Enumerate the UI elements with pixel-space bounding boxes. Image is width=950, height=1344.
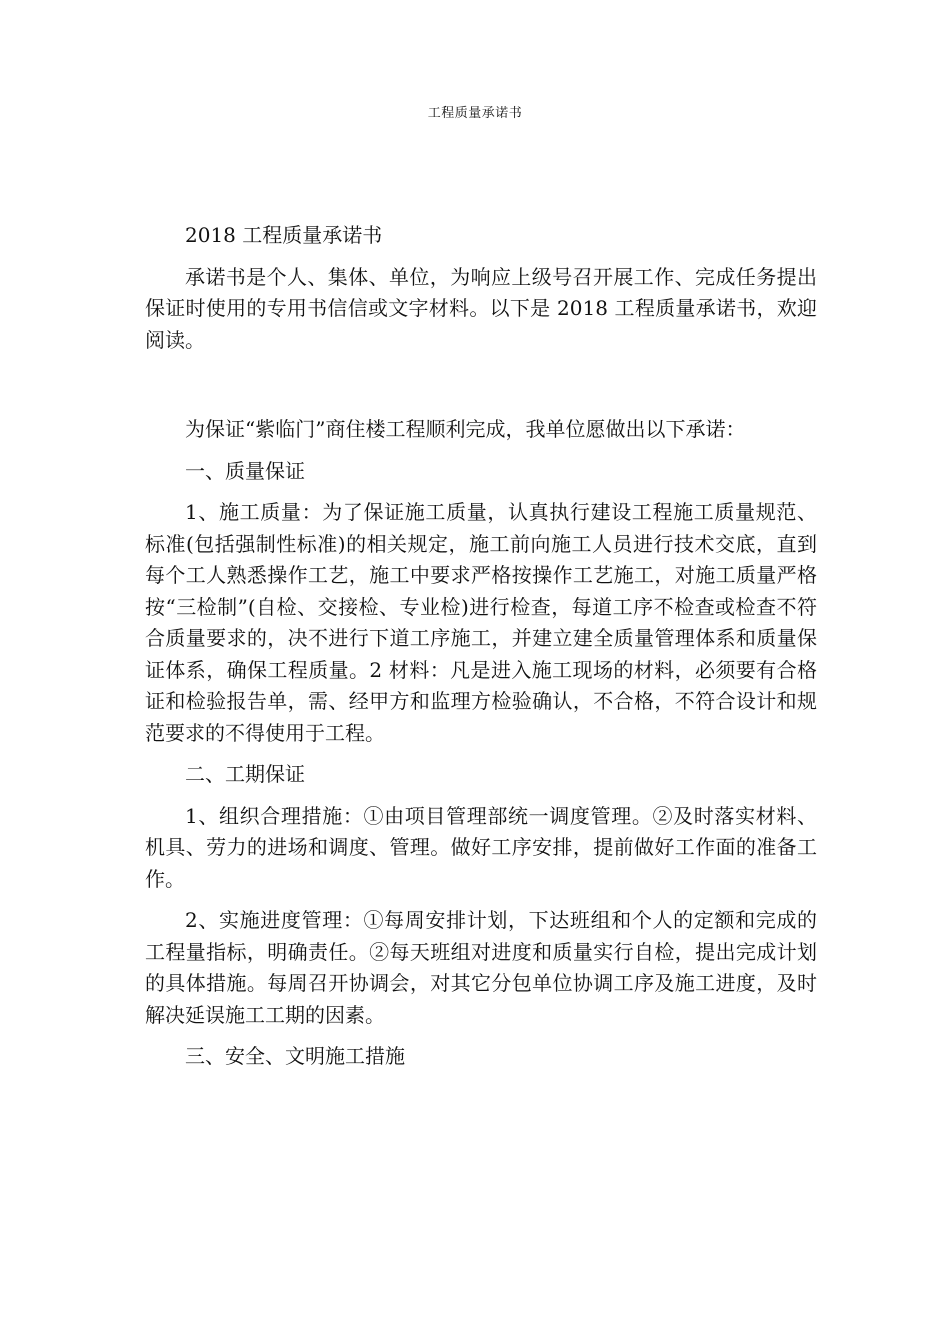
section-heading-safety: 三、安全、文明施工措施 [185, 1044, 405, 1068]
quality-item-1: 1、施工质量：为了保证施工质量，认真执行建设工程施工质量规范、标准(包括强制性标准)的相关规定，施工前向施工人员进行技术交底，直到每个工人熟悉操作工艺，施工中要求严格按操作工艺施工，对施工质量严格按“三检制”(自检、交接检、专业检)进行检查，每道工序不检查或检查不符合质量要求的，决不进行下道工序施工，并建立建全质量管理体系和质量保证体系，确保工程质量。2 材料：凡是进入施工现场的材料，必须要有合格证和检验报告单，需、经甲方和监理方检验确认，不合格，不符合设计和规范要求的不得使用于工程。 [145, 500, 817, 745]
document-title: 2018 工程质量承诺书 [185, 223, 383, 247]
section-heading-quality: 一、质量保证 [185, 458, 305, 483]
intro-paragraph: 承诺书是个人、集体、单位，为响应上级号召开展工作、完成任务提出保证时使用的专用书信信或文字材料。以下是 2018 工程质量承诺书，欢迎阅读。 [145, 264, 817, 352]
section-heading-schedule: 二、工期保证 [185, 762, 305, 786]
schedule-item-2: 2、实施进度管理：①每周安排计划，下达班组和个人的定额和完成的工程量指标，明确责任。②每天班组对进度和质量实行自检，提出完成计划的具体措施。每周召开协调会，对其它分包单位协调工序及施工进度，及时解决延误施工工期的因素。 [145, 908, 817, 1027]
running-header: 工程质量承诺书 [427, 106, 523, 121]
document-body [145, 220, 817, 1083]
opening-paragraph: 为保证“紫临门”商住楼工程顺利完成，我单位愿做出以下承诺： [185, 417, 746, 441]
schedule-item-1: 1、组织合理措施：①由项目管理部统一调度管理。②及时落实材料、机具、劳力的进场和调度、管理。做好工序安排，提前做好工作面的准备工作。 [145, 803, 817, 891]
